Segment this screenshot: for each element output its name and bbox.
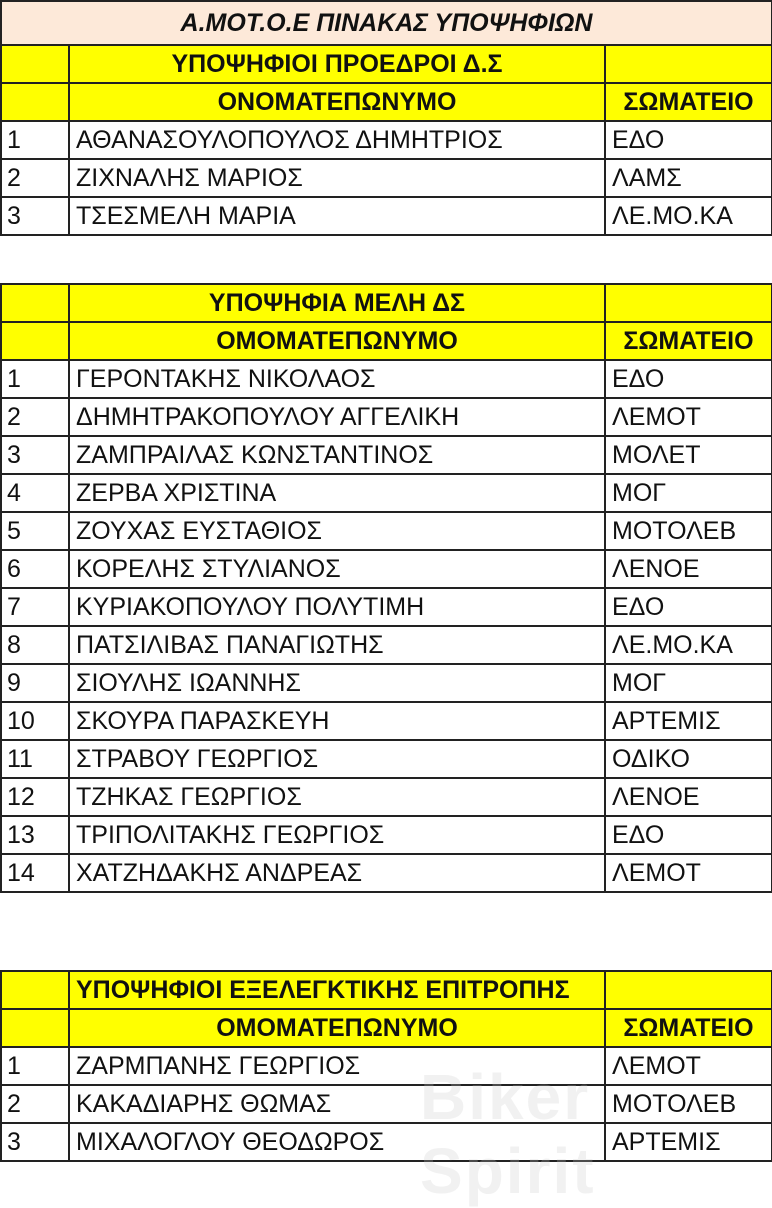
table-row: [1, 854, 772, 892]
column-header-row: [1, 83, 772, 121]
table-row: [1, 550, 772, 588]
candidate-name: ΣΙΟΥΛΗΣ ΙΩΑΝΝΗΣ: [69, 664, 605, 702]
club-name: ΛΕΜΟΤ: [605, 398, 772, 436]
candidate-name: ΤΡΙΠΟΛΙΤΑΚΗΣ ΓΕΩΡΓΙΟΣ: [69, 816, 605, 854]
row-number: 3: [1, 197, 69, 235]
club-name: ΕΔΟ: [605, 121, 772, 159]
table-row: [1, 121, 772, 159]
candidate-name: ΖΙΧΝΑΛΗΣ ΜΑΡΙΟΣ: [69, 159, 605, 197]
empty-cell: [1, 971, 69, 1009]
empty-cell: [1, 45, 69, 83]
candidate-name: ΖΟΥΧΑΣ ΕΥΣΤΑΘΙΟΣ: [69, 512, 605, 550]
board-members-table: [0, 283, 772, 893]
section-heading: ΥΠΟΨΗΦΙΟΙ ΕΞΕΛΕΓΚΤΙΚΗΣ ΕΠΙΤΡΟΠΗΣ: [69, 971, 605, 1009]
candidate-name: ΑΘΑΝΑΣΟΥΛΟΠΟΥΛΟΣ ΔΗΜΗΤΡΙΟΣ: [69, 121, 605, 159]
empty-cell: [1, 322, 69, 360]
row-number: 1: [1, 360, 69, 398]
table-row: [1, 474, 772, 512]
club-name: ΜΟΛΕΤ: [605, 436, 772, 474]
table-row: [1, 626, 772, 664]
club-name: ΜΟΤΟΛΕΒ: [605, 1085, 772, 1123]
row-number: 7: [1, 588, 69, 626]
audit-committee-table: [0, 970, 772, 1162]
club-name: ΛΕΝΟΕ: [605, 778, 772, 816]
candidate-name: ΤΖΗΚΑΣ ΓΕΩΡΓΙΟΣ: [69, 778, 605, 816]
club-name: ΛΑΜΣ: [605, 159, 772, 197]
row-number: 2: [1, 398, 69, 436]
row-number: 10: [1, 702, 69, 740]
candidate-name: ΚΑΚΑΔΙΑΡΗΣ ΘΩΜΑΣ: [69, 1085, 605, 1123]
table-row: [1, 197, 772, 235]
club-name: ΑΡΤΕΜΙΣ: [605, 1123, 772, 1161]
club-name: ΜΟΓ: [605, 474, 772, 512]
row-number: 3: [1, 1123, 69, 1161]
club-name: ΑΡΤΕΜΙΣ: [605, 702, 772, 740]
club-name: ΕΔΟ: [605, 588, 772, 626]
row-number: 6: [1, 550, 69, 588]
empty-cell: [1, 83, 69, 121]
candidate-name: ΧΑΤΖΗΔΑΚΗΣ ΑΝΔΡΕΑΣ: [69, 854, 605, 892]
table-row: [1, 159, 772, 197]
table-row: [1, 702, 772, 740]
section-heading: ΥΠΟΨΗΦΙΟΙ ΠΡΟΕΔΡΟΙ Δ.Σ: [69, 45, 605, 83]
club-name: ΛΕ.ΜΟ.ΚΑ: [605, 626, 772, 664]
column-header-row: [1, 322, 772, 360]
presidents-table: [0, 0, 772, 236]
column-header-name: ΟΝΟΜΑΤΕΠΩΝΥΜΟ: [69, 83, 605, 121]
candidate-name: ΚΟΡΕΛΗΣ ΣΤΥΛΙΑΝΟΣ: [69, 550, 605, 588]
candidate-name: ΖΕΡΒΑ ΧΡΙΣΤΙΝΑ: [69, 474, 605, 512]
empty-cell: [605, 284, 772, 322]
table-row: [1, 436, 772, 474]
club-name: ΟΔΙΚΟ: [605, 740, 772, 778]
row-number: 11: [1, 740, 69, 778]
column-header-club: ΣΩΜΑΤΕΙΟ: [605, 322, 772, 360]
candidate-name: ΚΥΡΙΑΚΟΠΟΥΛΟΥ ΠΟΛΥΤΙΜΗ: [69, 588, 605, 626]
candidate-name: ΖΑΡΜΠΑΝΗΣ ΓΕΩΡΓΙΟΣ: [69, 1047, 605, 1085]
column-header-club: ΣΩΜΑΤΕΙΟ: [605, 1009, 772, 1047]
table-row: [1, 1123, 772, 1161]
section-heading: ΥΠΟΨΗΦΙΑ ΜΕΛΗ ΔΣ: [69, 284, 605, 322]
club-name: ΕΔΟ: [605, 816, 772, 854]
candidate-name: ΠΑΤΣΙΛΙΒΑΣ ΠΑΝΑΓΙΩΤΗΣ: [69, 626, 605, 664]
row-number: 8: [1, 626, 69, 664]
empty-cell: [605, 45, 772, 83]
candidate-name: ΤΣΕΣΜΕΛΗ ΜΑΡΙΑ: [69, 197, 605, 235]
empty-cell: [1, 284, 69, 322]
table-row: [1, 398, 772, 436]
empty-cell: [1, 1009, 69, 1047]
table-row: [1, 1085, 772, 1123]
table-row: [1, 740, 772, 778]
club-name: ΕΔΟ: [605, 360, 772, 398]
table-row: [1, 588, 772, 626]
row-number: 3: [1, 436, 69, 474]
row-number: 14: [1, 854, 69, 892]
table-row: [1, 778, 772, 816]
candidate-name: ΓΕΡΟΝΤΑΚΗΣ ΝΙΚΟΛΑΟΣ: [69, 360, 605, 398]
candidate-name: ΣΚΟΥΡΑ ΠΑΡΑΣΚΕΥΗ: [69, 702, 605, 740]
row-number: 12: [1, 778, 69, 816]
candidate-name: ΔΗΜΗΤΡΑΚΟΠΟΥΛΟΥ ΑΓΓΕΛΙΚΗ: [69, 398, 605, 436]
row-number: 9: [1, 664, 69, 702]
candidate-name: ΖΑΜΠΡΑΙΛΑΣ ΚΩΝΣΤΑΝΤΙΝΟΣ: [69, 436, 605, 474]
row-number: 1: [1, 121, 69, 159]
column-header-club: ΣΩΜΑΤΕΙΟ: [605, 83, 772, 121]
row-number: 1: [1, 1047, 69, 1085]
table-row: [1, 664, 772, 702]
page-title: Α.ΜΟΤ.Ο.Ε ΠΙΝΑΚΑΣ ΥΠΟΨΗΦΙΩΝ: [1, 1, 772, 45]
row-number: 5: [1, 512, 69, 550]
table-row: [1, 360, 772, 398]
section-heading-row: [1, 45, 772, 83]
table-row: [1, 512, 772, 550]
section-heading-row: [1, 971, 772, 1009]
candidate-name: ΜΙΧΑΛΟΓΛΟΥ ΘΕΟΔΩΡΟΣ: [69, 1123, 605, 1161]
empty-cell: [605, 971, 772, 1009]
club-name: ΜΟΤΟΛΕΒ: [605, 512, 772, 550]
column-header-name: ΟΜΟΜΑΤΕΠΩΝΥΜΟ: [69, 1009, 605, 1047]
club-name: ΛΕΜΟΤ: [605, 1047, 772, 1085]
candidate-name: ΣΤΡΑΒΟΥ ΓΕΩΡΓΙΟΣ: [69, 740, 605, 778]
watermark: Biker Spirit: [420, 1061, 596, 1207]
column-header-row: [1, 1009, 772, 1047]
section-heading-row: [1, 284, 772, 322]
club-name: ΛΕΝΟΕ: [605, 550, 772, 588]
club-name: ΛΕ.ΜΟ.ΚΑ: [605, 197, 772, 235]
club-name: ΜΟΓ: [605, 664, 772, 702]
table-row: [1, 816, 772, 854]
row-number: 13: [1, 816, 69, 854]
table-row: [1, 1047, 772, 1085]
row-number: 2: [1, 1085, 69, 1123]
club-name: ΛΕΜΟΤ: [605, 854, 772, 892]
row-number: 4: [1, 474, 69, 512]
column-header-name: ΟΜΟΜΑΤΕΠΩΝΥΜΟ: [69, 322, 605, 360]
title-row: [1, 1, 772, 45]
row-number: 2: [1, 159, 69, 197]
